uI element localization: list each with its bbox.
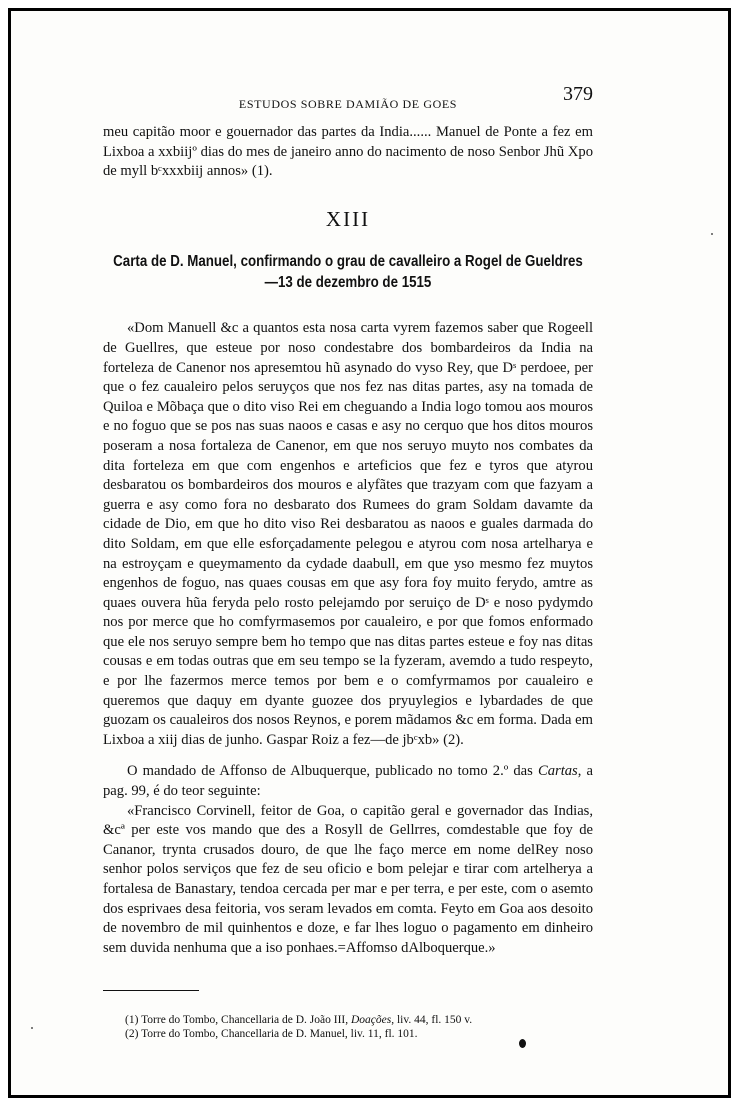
section-number: XIII [325, 206, 371, 231]
document-title [112, 251, 585, 293]
footnote-1-prefix: (1) Torre do Tombo, Chancellaria de D. João III, [125, 1014, 351, 1027]
document-title-line-2: —13 de dezembro de 1515 [264, 274, 432, 292]
footnote-1-italic: Doações [350, 1014, 392, 1027]
footnote-1 [125, 1013, 593, 1027]
footnote-1-suffix: , liv. 44, fl. 150 v. [391, 1014, 473, 1027]
running-head-title: ESTUDOS SOBRE DAMIÃO DE GOES [238, 97, 458, 111]
footnote-2: (2) Torre do Tombo, Chancellaria de D. Manuel, liv. 11, fl. 101. [125, 1028, 418, 1041]
intro-text-2: , a pag. 99, é do teor seguinte: [103, 763, 593, 800]
ink-blot [519, 1039, 526, 1048]
continuation-paragraph: meu capitão moor e gouernador das partes da India...... Manuel de Ponte a fez em Lixboa a xxbiijº dias do mes de janeiro anno do nacimento de noso Senbor Jhũ Xpo de myll bᶜxxxbiij annos» (1). [103, 124, 593, 180]
intro-text-1: O mandado de Affonso de Albuquerque, publicado no tomo 2.º das [127, 763, 538, 780]
quote-paragraph: «Francisco Corvinell, feitor de Goa, o capitão geral e governador das Indias, &cª per este vos mando que des a Rosyll de Gellrres, comdestable que foy de Cananor, trynta crusados douro, de que lhe faço merce em nome delRey noso senhor polos serviços que fez de seu oficio e bom pelejar e tirar com artelherya a fortalesa de Banastary, tendoa cercada per mar e per terra, e per este, com o asemto dos esprivaes desa feitoria, vos seram levados em comta. Feyto em Goa aos desoito de novembro de mil quinhentos e doze, e far lhes loguo o pagamento em dinheiro sem duvida nenhuma que a iso ponhaes.=Affomso dAlboquerque.» [103, 802, 593, 956]
speck-mark [31, 1027, 33, 1029]
book-page [103, 83, 593, 1041]
page-number: 379 [563, 83, 593, 105]
intro-paragraph [103, 762, 593, 801]
running-head [103, 83, 593, 117]
footnote-rule [103, 990, 199, 991]
speck-mark [711, 233, 713, 235]
letter-paragraph: «Dom Manuell &c a quantos esta nosa carta vyrem fazemos saber que Rogeell de Guellres, que esteue por noso condestabre dos bombardeiros da India na forteleza de Canenor nos apresemtou hũ asynado do vyso Rey, que Dˢ perdoee, per que o fez caualeiro pelos seruyços que nos fez nas ditas partes, asy na tomada de Quiloa e Mõbaça que o dito viso Rei em cheguando a India logo tomou aos mouros e no foguo que se pos nas suas naoos e casas e asy no cerquo que hos ditos mouros poseram a nosa fortaleza de Canenor, em que nos seruyo muyto nos combates da dita forteleza em que com engenhos e arteficios que fez e tyros que atyrou desbaratou os bombardeiros dos mouros e alyfãtes que trazyam com que fazyam a guerra e asy como fora no desbarato dos Rumees do gram Soldam davamte da cidade de Dio, em que ho dito viso Rei desbaratou as naoos e guales darmada do dito Soldam, em que elle esforçadamente pelegou e atyrou com nosa artelharya e na estroyçam e queymamento da cydade daabull, em que yso mesmo fez muytos engenhos de foguo, nas quaes cousas em que asy fora foy muito ferydo, amtre as quaes ouvera hũa feryda pelo rosto pelejamdo por seruiço de Dˢ e noso pydymdo nos por merce que ho comfyrmasemos por caualeiro, e por que fomos enformado que ele nos seruyo sempre bem ho tempo que nas ditas partes esteue e foy nas ditas cousas e em todas outras que em seu tempo se la fyzeram, avemdo a tudo respeyto, e por lhe fazermos merce temos por bem e o comfyrmamos por caualeiro e queremos que daquy em dyante guozee dos pryuylegios e lybardades de que guozam os caualeiros dos nosos Reynos, e porem mãdamos &c em forma. Dada em Lixboa a xiij dias de junho. Gaspar Roiz a fez—de jbᶜxb» (2). [103, 320, 593, 748]
footnotes [103, 1013, 593, 1041]
document-title-line-1: Carta de D. Manuel, confirmando o grau de cavalleiro a Rogel de Gueldres [113, 253, 583, 271]
intro-italic-cartas: Cartas [537, 763, 578, 780]
page-frame [8, 8, 731, 1098]
